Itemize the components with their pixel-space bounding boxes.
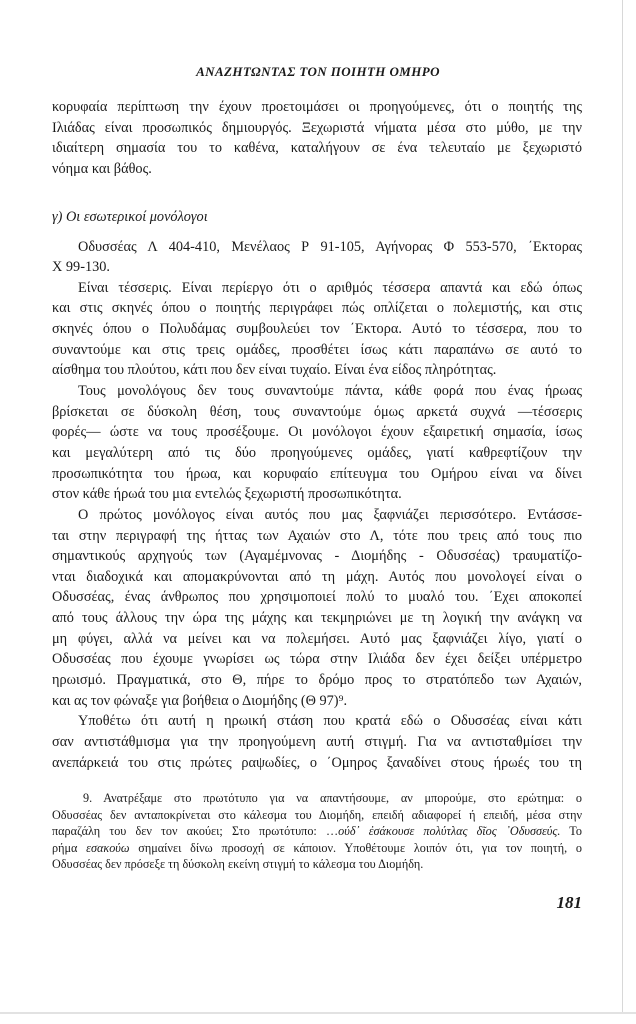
text-line: Υποθέτω ότι αυτή η ηρωική στάση που κρατά εδώ ο Οδυσσέας είναι κάτι: [78, 713, 582, 730]
text-line: μη φύγει, αλλά να μείνει και να πολεμήσει. Αυτό μας ξαφνιάζει λίγο, γιατί ο: [52, 630, 582, 647]
footnote-line: [52, 840, 582, 857]
greek-quotation: ούδ᾽ ἐσάκουσε πολύτλας δῖος ᾽Οδυσσεύς.: [338, 824, 561, 838]
text-line: Ιλιάδας είναι προσωπικός δημιουργός. Ξεχωριστά νήματα μέσα στο μύθο, με την: [52, 119, 582, 136]
paragraphs: [52, 237, 582, 774]
text-line: και ας τον φώναξε για βοήθεια ο Διομήδης (Θ 97)⁹.: [52, 692, 348, 709]
text-line: Οδυσσέας, ένας άνθρωπος που χρησιμοποιεί πολύ το μυαλό του. ΄Εχει αποκοπεί: [52, 589, 582, 606]
footnote-text: Το: [560, 824, 582, 838]
footnote-line: [52, 823, 582, 840]
text-line: στον κάθε ήρωά του μια εντελώς ξεχωριστή προσωπικότητα.: [52, 486, 402, 503]
footnote: [52, 790, 582, 873]
text-line: και μεγαλύτερη από τις δύο προηγούμενες ομάδες, γιατί καθρεφτίζουν την: [52, 444, 582, 461]
text-line: Ο πρώτος μονόλογος είναι αυτός που μας ξαφνιάζει περισσότερο. Εντάσσε-: [78, 506, 582, 523]
footnote-line: Οδυσσέας δεν ανταποκρίνεται στο κάλεσμα του Διομήδη, επειδή αδιαφορεί ή επειδή, μέσα στην: [52, 807, 582, 822]
body-text: [52, 97, 582, 773]
footnote-text: παραζάλη του δεν τον ακούει; Στο πρωτότυπο: …: [52, 824, 339, 838]
text-line: Χ 99-130.: [52, 259, 110, 276]
text-line: Τους μονολόγους δεν τους συναντούμε πάντα, κάθε φορά που ένας ήρωας: [78, 383, 582, 400]
section-heading: γ) Οι εσωτερικοί μονόλογοι: [52, 208, 208, 225]
paragraph: [52, 278, 582, 381]
text-line: κορυφαία περίπτωση την έχουν προετοιμάσει οι προηγούμενες, ότι ο ποιητής της: [52, 99, 582, 115]
paragraph: [52, 237, 582, 278]
page-number: 181: [556, 893, 582, 912]
text-line: σημαντικούς αρχηγούς των (Αγαμέμνονας - Διομήδης - Οδυσσέας) τραυματίζο-: [52, 548, 582, 565]
text-line: Είναι τέσσερις. Είναι περίεργο ότι ο αριθμός τέσσερα απαντά και εδώ όπως: [78, 279, 582, 296]
text-line: ανεπάρκειά του στις πρώτες ραψωδίες, ο ΄Ομηρος ξαναδίνει στους ήρωές του τη: [52, 754, 582, 771]
paragraph: [52, 711, 582, 773]
page-edge: [0, 1012, 636, 1014]
text-line: νόημα και βάθος.: [52, 160, 152, 177]
text-line: αίσθημα του πλούτου, κάτι που δεν είναι τυχαίο. Είναι ένα είδος πληρότητας.: [52, 362, 497, 379]
text-line: ται στην περιγραφή της ήττας των Αχαιών στο Λ, τότε που τρεις από τους πιο: [52, 527, 582, 544]
footnote-text: ρήμα: [52, 840, 87, 855]
text-line: σαν αντιστάθμισμα για την προηγούμενη αυτή στιγμή. Για να αντισταθμίσει την: [52, 733, 582, 750]
text-line: και στις σκηνές όπου ο ποιητής περιγράφει πώς οπλίζεται ο πολεμιστής, και στις: [52, 300, 582, 317]
page-edge: [622, 0, 623, 1012]
footnote-text: σημαίνει δίνω προσοχή σε κάποιον. Υποθέτουμε λοιπόν ότι, για τον ποιητή, ο: [129, 840, 582, 855]
text-line: σκηνές όπου ο Πολυδάμας συμβουλεύει τον ΄Εκτορα. Αυτό το τέσσερα, που το: [52, 321, 582, 338]
text-line: βρίσκεται σε δύσκολη θέση, τους συναντούμε όμως αρκετά συχνά —τέσσερις: [52, 403, 582, 420]
running-header: ΑΝΑΖΗΤΩΝΤΑΣ ΤΟΝ ΠΟΙΗΤΗ ΟΜΗΡΟ: [196, 64, 440, 79]
paragraph: [52, 381, 582, 505]
text-line: συναντούμε και στις τρεις ομάδες, προσθέτει ίσως κάτι παραπάνω σε αυτό το: [52, 341, 582, 358]
text-line: προσωπικότητα του ήρωα, και κορυφαίο επίτευγμα του Ομήρου είναι να δίνει: [52, 465, 582, 482]
text-line: Οδυσσέας που έχουμε γνωρίσει ως τώρα στην Ιλιάδα δεν έχει δείξει υπέρμετρο: [52, 651, 582, 668]
footnote-line: Οδυσσέας δεν πρόσεξε τη δύσκολη εκείνη στιγμή το κάλεσμα του Διομήδη.: [52, 857, 424, 871]
text-line: ηρωισμό. Πραγματικά, στο Θ, πήρε το δρόμο προς το στρατόπεδο των Αχαιών,: [52, 672, 582, 689]
footnote-line: 9. Ανατρέξαμε στο πρωτότυπο για να απαντήσουμε, αν μπορούμε, στο ερώτημα: ο: [83, 791, 582, 805]
paragraph-continued: [52, 97, 582, 180]
text-line: ιδιαίτερη σημασία του το καθένα, καταλήγουν σε ένα τελευταίο με ξεχωριστό: [52, 140, 582, 157]
text-line: Οδυσσέας Λ 404-410, Μενέλαος Ρ 91-105, Αγήνορας Φ 553-570, ΄Εκτορας: [78, 238, 582, 255]
text-line: φορές— ώστε να τους προσέξουμε. Οι μονόλογοι έχουν εξαιρετική σημασία, ίσως: [52, 424, 582, 441]
text-line: νται διαδοχικά και απομακρύνονται από τη μάχη. Αυτός που μονολογεί είναι ο: [52, 568, 582, 585]
text-line: από τους άλλους την ώρα της μάχης και τεκμηριώνει με τη λογική την ανάγκη να: [52, 610, 582, 627]
greek-term: εσακούω: [86, 840, 130, 855]
paragraph: [52, 505, 582, 711]
